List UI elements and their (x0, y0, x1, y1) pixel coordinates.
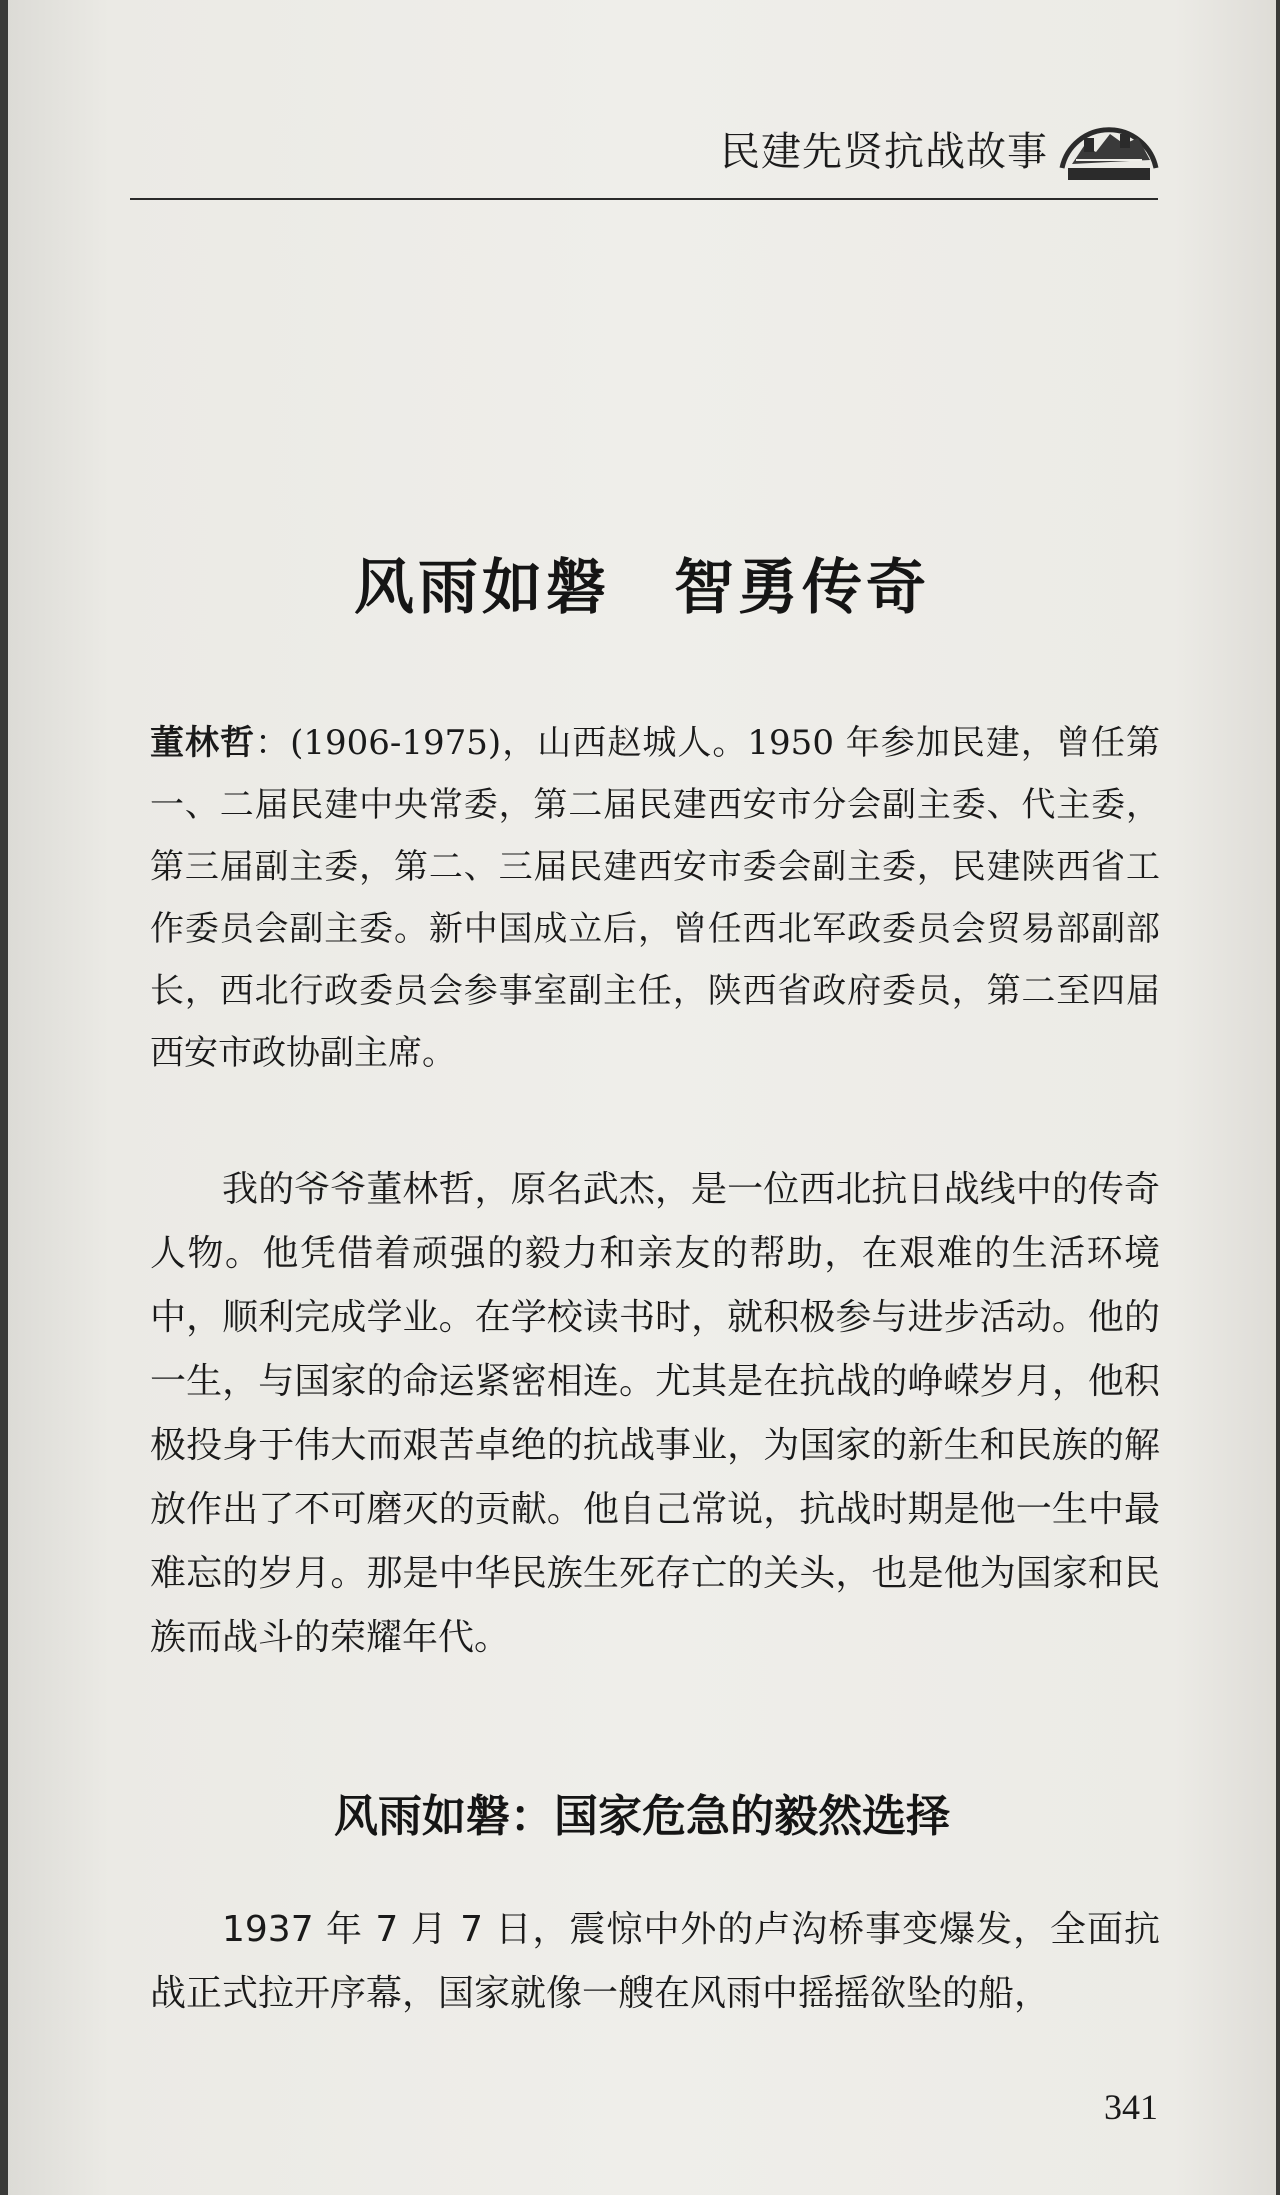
body-paragraph: 1937 年 7 月 7 日，震惊中外的卢沟桥事变爆发，全面抗战正式拉开序幕，国家就像一艘在风雨中摇摇欲坠的船， (150, 1909, 1160, 2014)
header-rule (130, 198, 1158, 200)
section-heading: 风雨如磐：国家危急的毅然选择 (334, 1791, 950, 1842)
body-paragraph: 我的爷爷董林哲，原名武杰，是一位西北抗日战线中的传奇人物。他凭借着顽强的毅力和亲友的帮助，在艰难的生活环境中，顺利完成学业。在学校读书时，就积极参与进步活动。他的一生，与国家的命运紧密相连。尤其是在抗战的峥嵘岁月，他积极投身于伟大而艰苦卓绝的抗战事业，为国家的新生和民族的解放作出了不可磨灭的贡献。他自己常说，抗战时期是他一生中最难忘的岁月。那是中华民族生死存亡的关头，也是他为国家和民族而战斗的荣耀年代。 (150, 1169, 1160, 1658)
running-head: 民建先贤抗战故事 (720, 129, 1048, 175)
biography-paragraph (150, 712, 1160, 1084)
bio-name: 董林哲 (150, 723, 256, 763)
article-title: 风雨如磐 智勇传奇 (354, 553, 930, 623)
great-wall-emblem-icon (1054, 98, 1164, 190)
page-number: 341 (1104, 2087, 1158, 2127)
book-page (8, 0, 1276, 2195)
bio-text: ：(1906-1975)，山西赵城人。1950 年参加民建，曾任第一、二届民建中央常委，第二届民建西安市分会副主委、代主委，第三届副主委，第二、三届民建西安市委会副主委，民建陕西省工作委员会副主委。新中国成立后，曾任西北军政委员会贸易部副部长，西北行政委员会参事室副主任，陕西省政府委员，第二至四届西安市政协副主席。 (150, 723, 1161, 1073)
